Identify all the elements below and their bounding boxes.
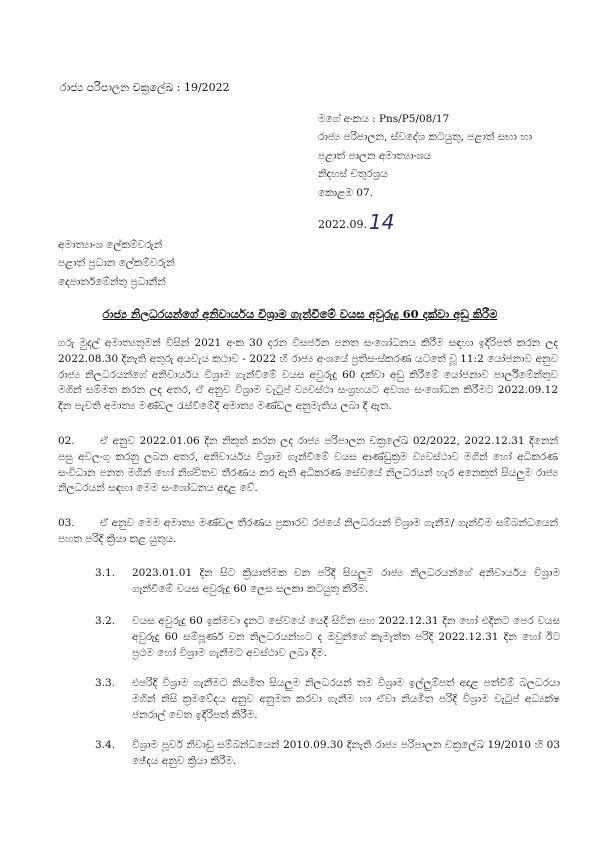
city-name: කොළඹ 07. [318,186,373,199]
building-name: නිදහස් චතුරශ්‍රය [318,168,388,181]
paragraph-text: ගරු මුදල් අමාත්‍යතුමන් විසින් 2021 අංක 30 දරන විසර්ජන පනත සංශෝධනය කිරීම සඳහා ඉදිරිපත් කරන ලද 2022.08.30 දිනැති අතුරු අයවැය කථාව - 2022 හි රාජ්‍ය අංශයේ ප්‍රතිසංස්කරණ යටතේ වූ 11:2 යෝජනාව අනුව රාජ්‍ය නිලධරයන්ගේ අනිවාර්යය විශ්‍රාම ගැන්වීමේ වයස අවුරුදු 60 දක්වා අඩු කිරීමේ යෝජනාව පාර්ලිමේන්තුව මගින් සම්මත කරන ලද අතර, ඒ අනුව විශ්‍රාම වැටුප් ව්‍යවස්ථා සංග්‍රහයට අවශ්‍ය සංශෝධන කිරීමට 2022.09.12 දින පැවති අමාත්‍ය මණ්ඩල රැස්වීමේදී අමාත්‍ය මණ්ඩල අනුමැතිය ලබා දී ඇත. [58,337,558,412]
date-line [318,206,394,236]
item-text: 2023.01.01 දින සිට ක්‍රියාත්මක වන පරිදි සියලුම රාජ්‍ය නිලධරයන්ගේ අනිවාර්යය විශ්‍රාම ගැන්වීමේ වයස අවුරුදු 60 ලෙස සලකා කටයුතු කිරීම. [132,567,560,595]
subject-heading: රාජ්‍ය නිලධරයන්ගේ අනිවාර්යය විශ්‍රාම ගැන්වීමේ වයස අවුරුදු 60 දක්වා අඩු කිරීම [102,307,498,321]
paragraph-3 [58,516,558,548]
item-text: එපරිදි විශ්‍රාම ගැනීමට නියමිත සියලුම නිලධරයන් තම විශ්‍රාම ඉල්ලුම්පත් අදාළ පත්වීම් බලධරයා මගින් නිසි ක්‍රමවේදය අනුව අනුමත කරවා ගැනීම හා ඒවා නියමිත පරිදි විශ්‍රාම වැටුප් අධ්‍යක්ෂ ජනරාල් වෙත ඉදිරිපත් කිරීම. [132,677,560,721]
item-text: විශ්‍රාම පූර්ව නිවාඩු සම්බන්ධයෙන් 2010.09.30 දිනැති රාජ්‍ය පරිපාලන චක්‍රලේඛ 19/2010 හි 03 ඡේදය අනුව ක්‍රියා කිරීම. [132,739,560,767]
item-text: වයස අවුරුදු 60 ඉක්මවා දැනට සේවයේ යෙදී සිටින සහ 2022.12.31 දින හෝ එදිනට පෙර වයස අවුරුදු 60 සම්පූර්ණ වන නිලධරයන්හට ද ඔවුන්ගේ කැමැත්ත පරිදි 2022.12.31 දින හෝ ඊට ප්‍රථම හෝ විශ්‍රාම ගැනීමට අවස්ථාව ලබා දීම. [132,615,560,659]
addressee-list [58,236,358,291]
item-number: 3.2. [95,615,116,627]
addressee-item: දෙපාර්තමේන්තු ප්‍රධානීන් [58,275,166,288]
ministry-line-2: පළාත් පාලන අමාත්‍යාංශය [318,149,432,162]
date-handwritten: 14 [368,210,395,234]
paragraph-text: ඒ අනුව 2022.01.06 දින නිකුත් කරන ලද රාජ්‍ය පරිපාලන චක්‍රලේඛ 02/2022, 2022.12.31 දිනෙන් පසු අවලංගු කරනු ලබන අතර, අනිවාර්යය විශ්‍රාම ගැන්වීමේ වයස ආණ්ඩුක්‍රම ව්‍යවස්ථාව මගින් හෝ අධිකරණ සංවිධාන පනත මගින් හෝ නිශ්චිතව තීරණය කර ඇති අධිකරණ සේවයේ නිලධරයන් හැර අනෙකුත් සියලුම රාජ්‍ය නිලධරයන් සඳහා මෙම සංශෝධනය අදාළ වේ. [58,435,558,495]
paragraph-2 [58,434,558,497]
reference-block [318,110,568,202]
circular-number: රාජ්‍ය පරිපාලන චක්‍රලේඛ : 19/2022 [60,81,230,94]
item-number: 3.3. [95,677,116,689]
addressee-item: පළාත් ප්‍රධාන ලේකම්වරුන් [58,257,175,270]
date-printed: 2022.09. [318,218,367,231]
ministry-line-1: රාජ්‍ය පරිපාලන, ස්වදේශ කටයුතු, පළාත් සභා හා [318,131,533,144]
paragraph-text: ඒ අනුව මෙම අමාත්‍ය මණ්ඩල තීරණය ප්‍රකාරව රජයේ නිලධරයන් විශ්‍රාම ගැනීම/ ගැන්වීම සම්බන්ධයෙන් පහත පරිදි ක්‍රියා කළ යුතුය. [58,517,558,545]
paragraph-number: 02. [58,435,75,447]
paragraph-number: 03. [58,517,75,529]
item-number: 3.1. [95,567,116,579]
item-number: 3.4. [95,739,116,751]
addressee-item: අමාත්‍යාංශ ලේකම්වරුන් [58,239,163,251]
paragraph-1 [58,336,558,415]
my-number: මගේ අංකය : Pns/P5/08/17 [318,113,450,125]
